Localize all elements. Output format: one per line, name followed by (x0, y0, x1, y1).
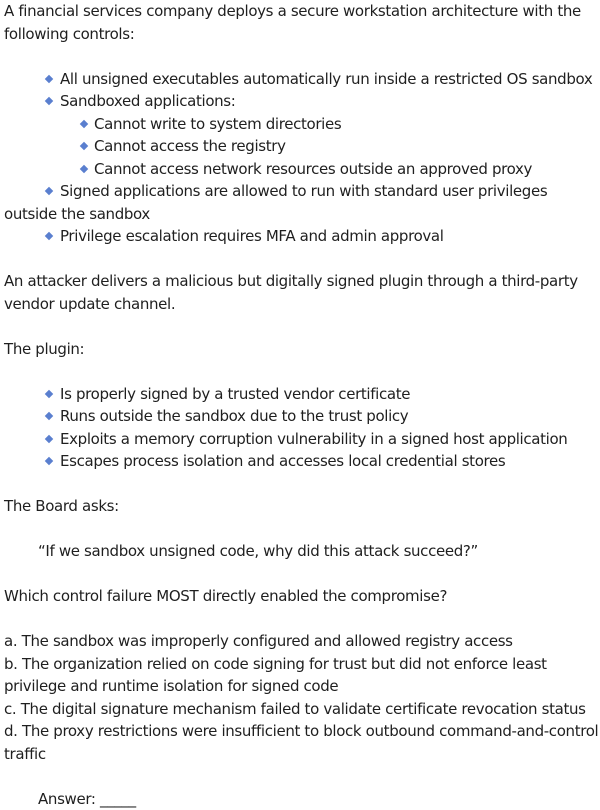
list-item (4, 405, 600, 428)
spacer (4, 608, 600, 631)
option-c: c. The digital signature mechanism failed to validate certificate revocation status (4, 698, 600, 721)
board-intro: The Board asks: (4, 495, 600, 518)
attack-text: An attacker delivers a malicious but digitally signed plugin through a third-party vendor update channel. (4, 270, 600, 315)
plugin-list (4, 383, 600, 473)
diamond-bullet-icon (80, 142, 88, 150)
diamond-bullet-icon (80, 119, 88, 127)
list-item (4, 180, 600, 225)
spacer (4, 518, 600, 541)
plugin-item-text: Is properly signed by a trusted vendor certificate (60, 385, 410, 403)
control-item-text: Signed applications are allowed to run with standard user privileges outside the sandbox (4, 182, 547, 223)
diamond-bullet-icon (45, 187, 53, 195)
list-item (4, 428, 600, 451)
sub-list-item (4, 158, 600, 181)
list-item (4, 90, 600, 113)
answer-label: Answer: (38, 790, 96, 808)
plugin-intro: The plugin: (4, 338, 600, 361)
list-item (4, 225, 600, 248)
diamond-bullet-icon (45, 434, 53, 442)
sub-item-text: Cannot access the registry (94, 137, 286, 155)
diamond-bullet-icon (80, 164, 88, 172)
plugin-item-text: Escapes process isolation and accesses local credential stores (60, 452, 505, 470)
document (4, 0, 600, 810)
spacer (4, 473, 600, 496)
plugin-item-text: Runs outside the sandbox due to the trust policy (60, 407, 408, 425)
control-item-text: Privilege escalation requires MFA and admin approval (60, 227, 444, 245)
control-item-text: Sandboxed applications: (60, 92, 235, 110)
diamond-bullet-icon (45, 97, 53, 105)
sub-item-text: Cannot write to system directories (94, 115, 341, 133)
option-d: d. The proxy restrictions were insufficient to block outbound command-and-control traffic (4, 720, 600, 765)
sub-item-text: Cannot access network resources outside an approved proxy (94, 160, 532, 178)
spacer (4, 315, 600, 338)
plugin-item-text: Exploits a memory corruption vulnerability in a signed host application (60, 430, 567, 448)
list-item (4, 68, 600, 91)
control-item-text: All unsigned executables automatically run inside a restricted OS sandbox (60, 70, 592, 88)
sub-list-item (4, 113, 600, 136)
diamond-bullet-icon (45, 457, 53, 465)
spacer (4, 248, 600, 271)
answer-blank[interactable]: _____ (100, 788, 136, 810)
spacer (4, 360, 600, 383)
question-text: Which control failure MOST directly enabled the compromise? (4, 585, 600, 608)
spacer (4, 765, 600, 788)
spacer (4, 563, 600, 586)
sub-list-item (4, 135, 600, 158)
controls-list (4, 68, 600, 248)
option-b: b. The organization relied on code signing for trust but did not enforce least privilege and runtime isolation for signed code (4, 653, 600, 698)
intro-text: A financial services company deploys a secure workstation architecture with the following controls: (4, 0, 600, 45)
diamond-bullet-icon (45, 389, 53, 397)
spacer (4, 45, 600, 68)
diamond-bullet-icon (45, 232, 53, 240)
diamond-bullet-icon (45, 412, 53, 420)
list-item (4, 450, 600, 473)
list-item (4, 383, 600, 406)
board-quote: “If we sandbox unsigned code, why did this attack succeed?” (4, 540, 600, 563)
option-a: a. The sandbox was improperly configured and allowed registry access (4, 630, 600, 653)
diamond-bullet-icon (45, 74, 53, 82)
